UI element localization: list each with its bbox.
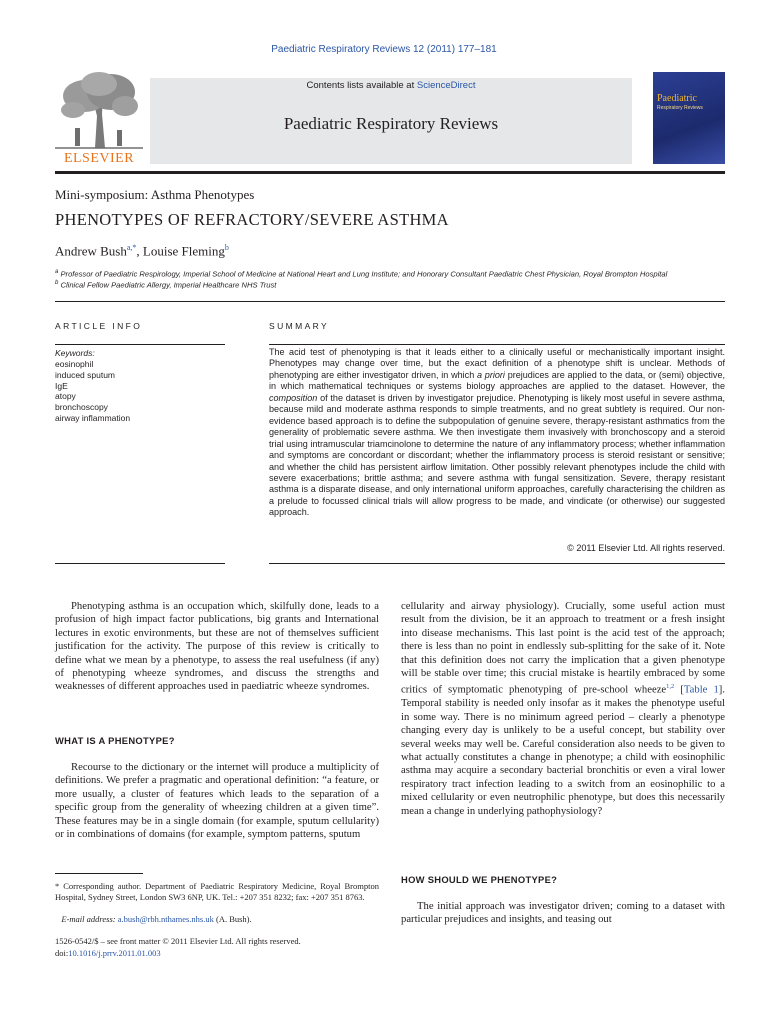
summary-italic: composition: [269, 392, 318, 403]
sciencedirect-link[interactable]: ScienceDirect: [416, 80, 476, 91]
contents-line: [150, 80, 632, 91]
info-rule: [55, 344, 225, 345]
doi-link[interactable]: 10.1016/j.prrv.2011.01.003: [68, 948, 161, 958]
contents-prefix: Contents lists available at: [306, 80, 417, 91]
paragraph: [401, 600, 725, 818]
author-list: [55, 243, 229, 259]
summary-text: prejudices are applied to the data, or (semi) objective, in which mathematical techniques or systems biology approaches are applied to the dataset. However, the: [269, 369, 725, 392]
section-heading: HOW SHOULD WE PHENOTYPE?: [401, 874, 558, 885]
affiliation-mark: b: [55, 280, 59, 286]
info-rule: [55, 563, 225, 564]
author-name: Louise Fleming: [142, 243, 225, 259]
summary-text: of the dataset is driven by investigator prejudice. Phenotyping is likely most useful in severe asthma, because mild and moderate asthma responds to simple treatments, and no great subtlety is required. Our non-evidence based approach is to define the subpopulation of genuine severe, therapy-resistant asthmatics from the generality of problematic severe asthma. We then investigate them invasively with bronchoscopy and a steroid trial using intramuscular triamcinolone to determine the nature of any inflammatory process; whether inflammation and symptoms are concordant or discordant; whether the inflammatory process is steroid resistant or sensitive; and whether the child has persistent airflow limitation. Other possibly relevant phenotypes include the child with severe exacerbations; brittle asthma; and severe asthma with fungal sensitization. Severe, therapy resistant asthma is a disparate disease, and only international uniform approaches, carefully characterising the children as a prelude to focussed clinical trials will allow progress to be made, and vindicate (or otherwise) our suggested approach.: [269, 392, 725, 518]
corresponding-author-note: * Corresponding author. Department of Paediatric Respiratory Medicine, Royal Brompton Hospital, Sydney Street, London SW3 6NP, UK. Tel.: +207 351 8232; fax: +207 351 8763.: [55, 881, 379, 903]
cover-subtitle: Respiratory Reviews: [657, 105, 703, 111]
paragraph-text: cellularity and airway physiology). Crucially, some useful action must result from the division, be it an approach to treatment or a fresh insight into disease mechanisms. This last point is the acid test of the approach; there is less than no point in endlessly sub-splitting for the sake of it. Note that this definition does not carry the implication that a given phenotype will be stable over time; this crucial mistake is heartily embraced by some critics of symptomatic phenotyping of pre-school wheeze: [401, 601, 725, 696]
keywords-label: Keywords:: [55, 348, 95, 358]
journal-cover[interactable]: [653, 72, 725, 164]
summary-rule: [269, 563, 725, 564]
how-paragraph: [401, 900, 725, 927]
paragraph: Recourse to the dictionary or the internet will produce a multiplicity of definitions. We prefer a pragmatic and operational definition: “a feature, or more usually, a cluster of features which leads to the separation of a specific group from the generality of wheezing children at a given time”. These features may be in a single domain (for example, sputum cellularity) or in combinations of domains (for example, symptom patterns, sputum: [55, 762, 379, 841]
publisher-logo-text: ELSEVIER: [63, 151, 135, 166]
copyright: © 2011 Elsevier Ltd. All rights reserved.: [567, 543, 725, 553]
keyword: eosinophil: [55, 359, 94, 369]
keyword: induced sputum: [55, 369, 116, 380]
paragraph: Phenotyping asthma is an occupation which, skilfully done, leads to a profusion of high impact factor publications, big grants and International lectures in exotic environments, but these are not of themselves sufficient justification for the activity. The purpose of this review is critically to define what we mean by a phenotype, to assess the real usefulness (if any) of phenotyping wheeze syndromes, and discuss the strengths and weaknesses of different approaches used in paediatric wheeze syndromes.: [55, 601, 379, 693]
keyword: atopy: [55, 391, 76, 402]
summary-body: [269, 347, 725, 519]
intro-paragraph: [55, 600, 379, 694]
article-title: PHENOTYPES OF REFRACTORY/SEVERE ASTHMA: [55, 210, 449, 229]
email-label: E-mail address:: [61, 914, 116, 924]
affiliation-b: [55, 278, 276, 291]
author-separator: ,: [136, 243, 143, 259]
paragraph: The initial approach was investigator driven; coming to a dataset with particular prejudices and insights, and teasing out: [401, 901, 725, 926]
section-rule: [55, 301, 725, 302]
affiliation-text: Clinical Fellow Paediatric Allergy, Imperial Healthcare NHS Trust: [60, 280, 277, 290]
doi-line: [55, 948, 161, 959]
author-name: Andrew Bush: [55, 243, 127, 259]
elsevier-logo: [55, 70, 143, 167]
header-rule: [55, 171, 725, 174]
right-column-paragraph: [401, 600, 725, 818]
journal-title-box: [150, 78, 632, 164]
reference-link[interactable]: 1,2: [666, 683, 675, 691]
summary-text: The acid test of phenotyping is that it leads either to a clinically useful or mechanistically important insight. Phenotypes may change over time, but the exact definition of a phenotype shift is unclear. Methods of phenotyping are either investigator driven, in which: [269, 347, 725, 380]
email-suffix: (A. Bush).: [213, 914, 252, 924]
symposium-label: Mini-symposium: Asthma Phenotypes: [55, 187, 255, 202]
summary-rule: [269, 344, 725, 345]
journal-title[interactable]: Paediatric Respiratory Reviews: [283, 114, 499, 133]
affiliation-text: Professor of Paediatric Respirology, Imperial School of Medicine at National Heart and Lung Institute; and Honorary Consultant Paediatric Chest Physician, Royal Brompton Hospital: [60, 269, 668, 279]
journal-header: [55, 70, 725, 167]
tree-logo-icon: [55, 70, 143, 150]
keyword: airway inflammation: [55, 412, 131, 423]
front-matter: 1526-0542/$ – see front matter © 2011 Elsevier Ltd. All rights reserved.: [55, 936, 301, 946]
footnote-rule: [55, 873, 143, 874]
paragraph-text: ]. Temporal stability is needed only insofar as it makes the phenotype useful in some way. There is no minimum agreed period – clearly a phenotype changing every day is unlikely to be a useful concept, but stability over several weeks may well be. Careful consideration also needs to be given to what actually constitutes a change in phenotype; a child with eosinophilic asthma may acquire a secondary bacterial bronchitis or even a viral lower respiratory tract infection leading to a switch from an eosinophilic to a mixed cellularity or even neutrophilic phenotype, but does this necessarily mean a change in underlying pathophysiology?: [401, 684, 725, 817]
keyword: bronchoscopy: [55, 402, 108, 413]
affiliation-mark: a: [55, 269, 59, 275]
table-link[interactable]: Table 1: [683, 684, 719, 696]
section-heading: WHAT IS A PHENOTYPE?: [55, 735, 175, 746]
doi-prefix: doi:: [55, 948, 69, 958]
article-info-heading: ARTICLE INFO: [55, 321, 143, 331]
keywords-list: [55, 359, 130, 424]
keyword: IgE: [55, 380, 68, 391]
email-link[interactable]: a.bush@rbh.nthames.nhs.uk: [117, 914, 214, 924]
summary-heading: SUMMARY: [269, 321, 330, 331]
cover-title: Paediatric: [657, 93, 697, 104]
summary-italic: a priori: [477, 369, 505, 380]
author-affiliation-link[interactable]: b: [224, 243, 229, 252]
email-note: [55, 914, 379, 925]
what-paragraph: [55, 761, 379, 841]
author-affiliation-link[interactable]: a,*: [126, 243, 137, 252]
paragraph-text: [: [674, 684, 684, 696]
journal-reference[interactable]: Paediatric Respiratory Reviews 12 (2011) 177–181: [271, 44, 497, 55]
